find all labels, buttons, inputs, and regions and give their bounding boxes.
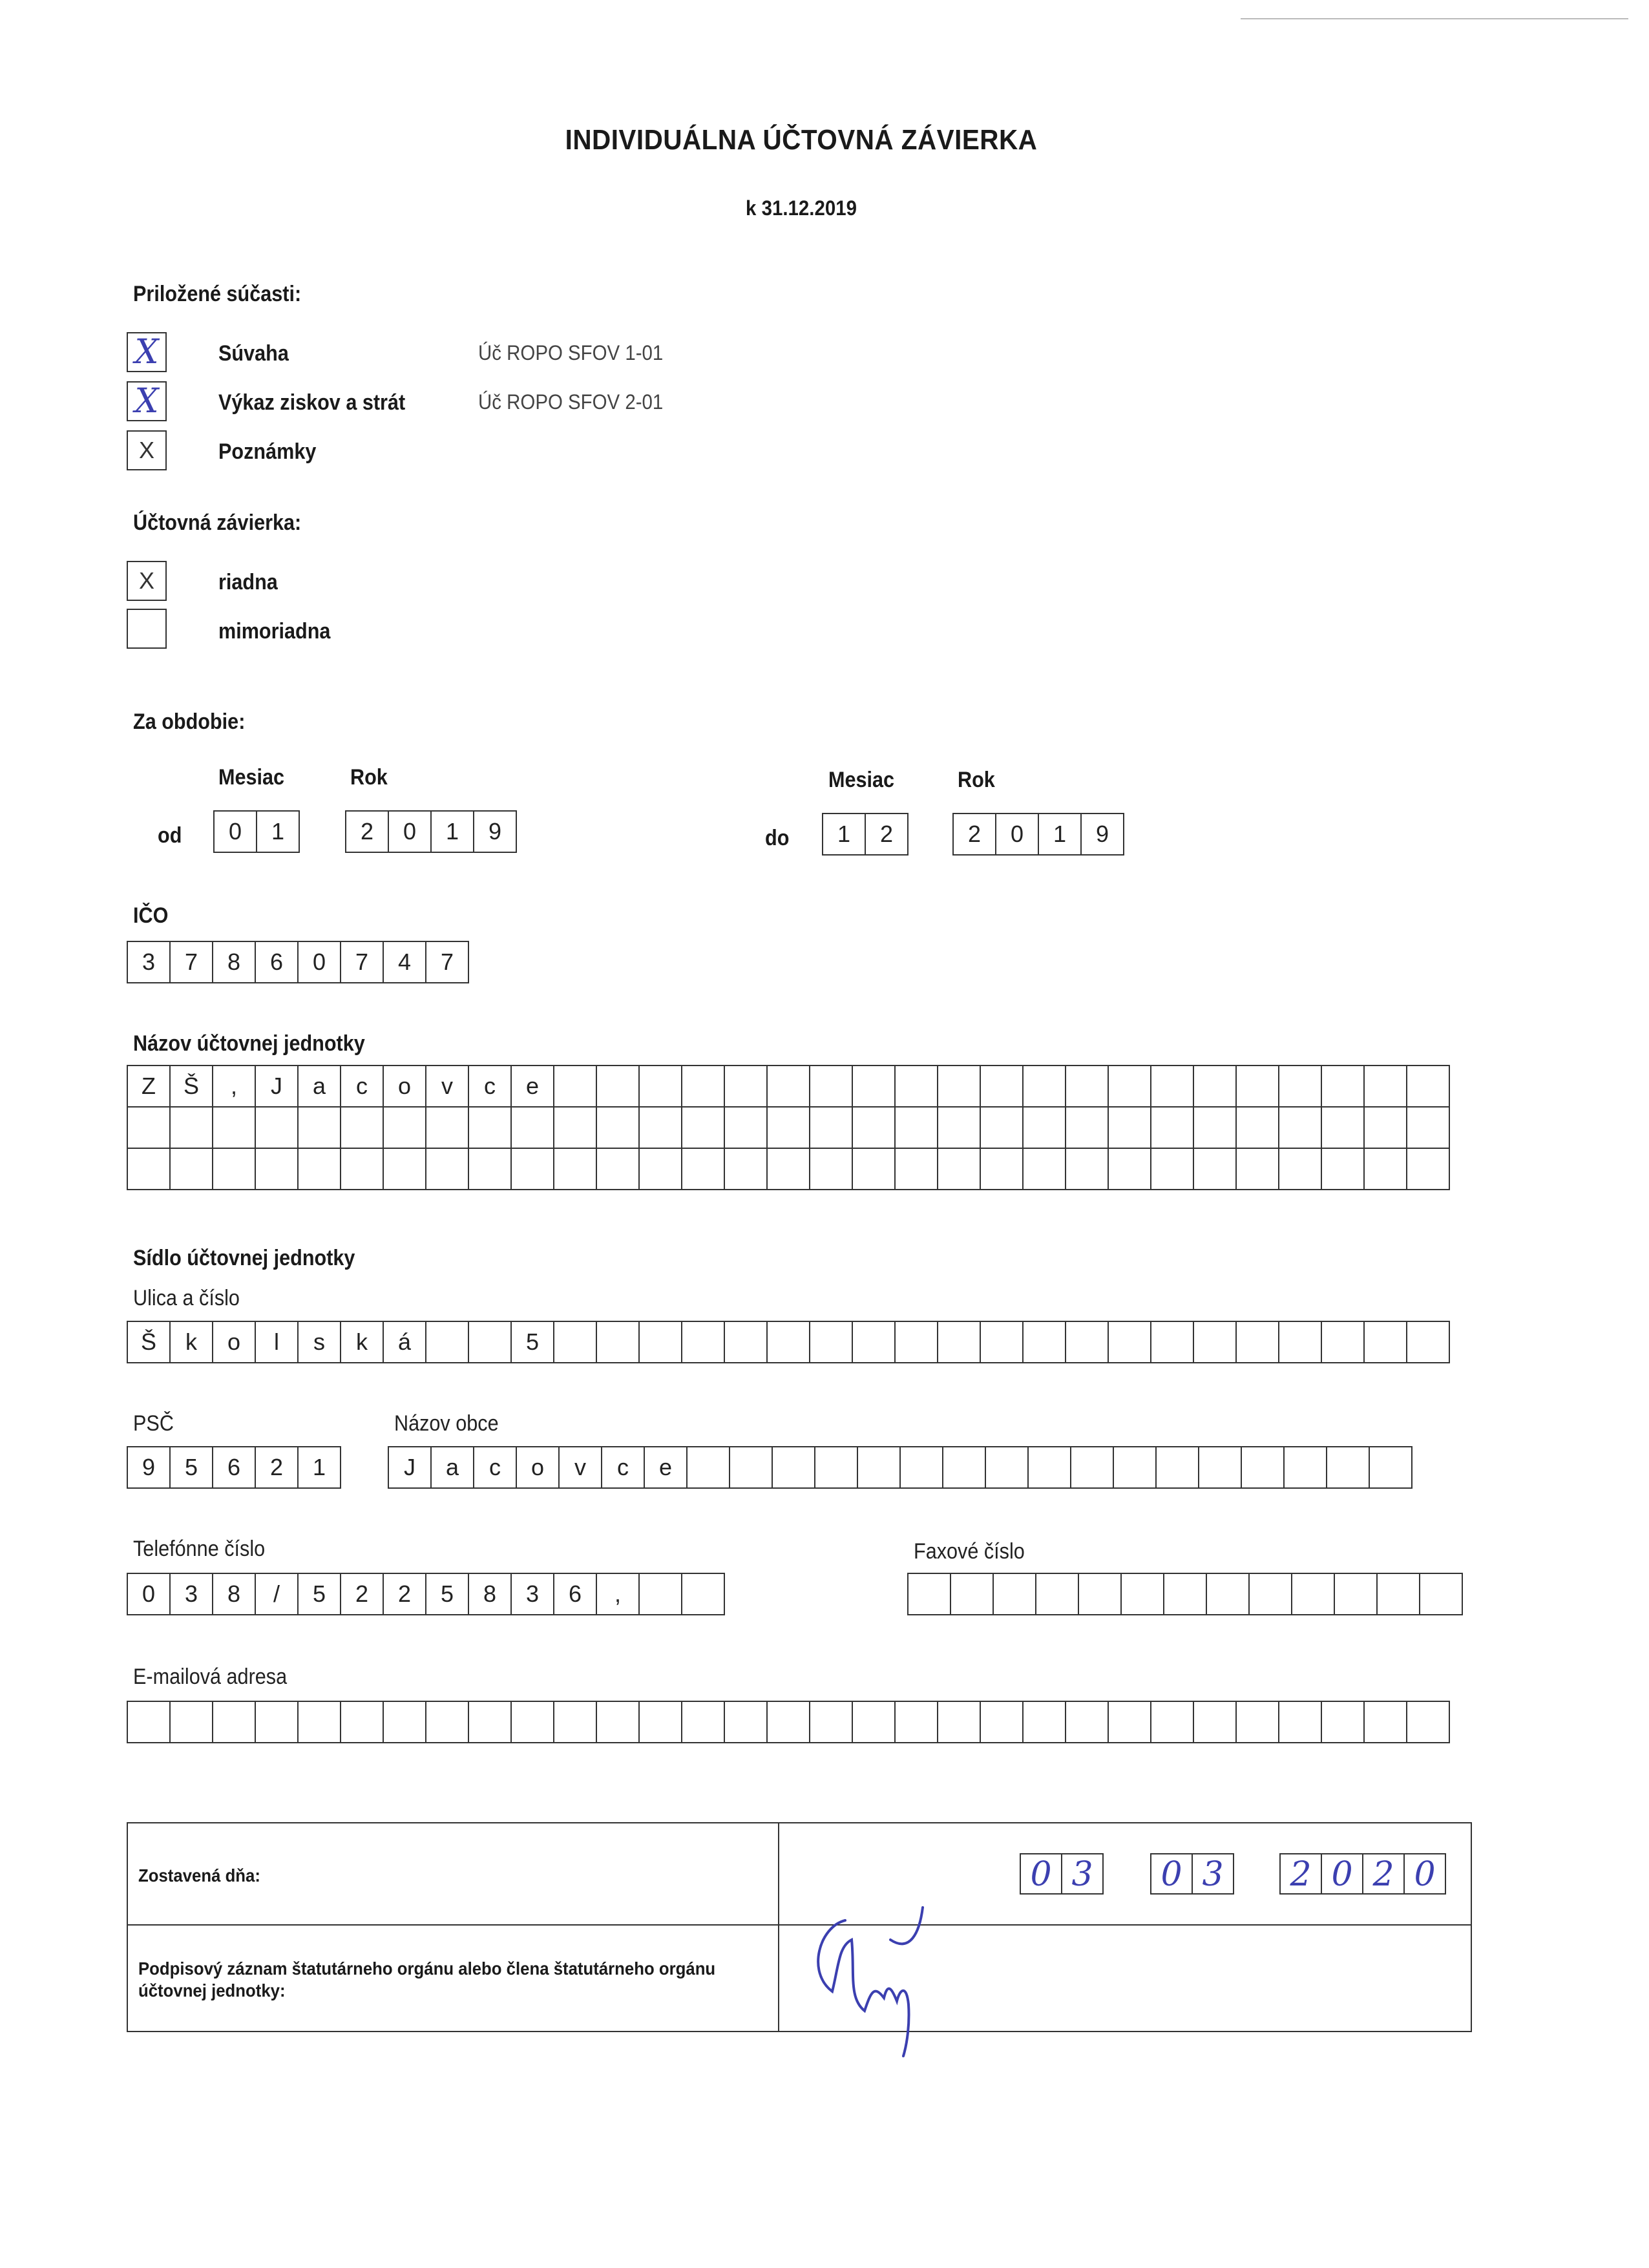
- fax-cell[interactable]: [1250, 1574, 1292, 1615]
- entity-name-cell[interactable]: [1066, 1149, 1109, 1190]
- attachment-checkbox-suvaha[interactable]: X: [127, 332, 167, 372]
- from-year-cell[interactable]: 9: [474, 812, 517, 853]
- entity-name-cell[interactable]: [1237, 1108, 1279, 1149]
- email-cell[interactable]: [213, 1702, 256, 1743]
- ico-cell[interactable]: 7: [341, 942, 384, 983]
- date-month-field[interactable]: [1150, 1853, 1234, 1895]
- entity-name-cell[interactable]: [554, 1066, 597, 1108]
- entity-name-cell[interactable]: c: [469, 1066, 512, 1108]
- fax-cell[interactable]: [1420, 1574, 1463, 1615]
- entity-name-cell[interactable]: [469, 1149, 512, 1190]
- entity-name-cell[interactable]: [1109, 1108, 1151, 1149]
- to-year-cell[interactable]: 9: [1082, 814, 1124, 856]
- psc-cell[interactable]: 2: [256, 1447, 299, 1489]
- to-month-label: Mesiac: [828, 768, 895, 792]
- city-cell[interactable]: [1114, 1447, 1157, 1489]
- city-cell[interactable]: [1029, 1447, 1071, 1489]
- entity-name-cell[interactable]: [554, 1108, 597, 1149]
- street-cell[interactable]: [1109, 1322, 1151, 1363]
- phone-cell[interactable]: 5: [426, 1574, 469, 1615]
- street-cell[interactable]: [1151, 1322, 1194, 1363]
- city-cell[interactable]: [815, 1447, 858, 1489]
- entity-name-cell[interactable]: [1322, 1108, 1365, 1149]
- street-cell[interactable]: [1066, 1322, 1109, 1363]
- fax-cell[interactable]: [1036, 1574, 1079, 1615]
- email-cell[interactable]: [299, 1702, 341, 1743]
- email-cell[interactable]: [938, 1702, 981, 1743]
- street-field[interactable]: [127, 1321, 1450, 1363]
- entity-name-cell[interactable]: [981, 1066, 1024, 1108]
- psc-cell[interactable]: 9: [128, 1447, 171, 1489]
- entity-name-cell[interactable]: [810, 1066, 853, 1108]
- email-cell[interactable]: [768, 1702, 810, 1743]
- email-cell[interactable]: [597, 1702, 640, 1743]
- entity-name-cell[interactable]: [853, 1149, 896, 1190]
- email-cell[interactable]: [1024, 1702, 1066, 1743]
- entity-name-cell[interactable]: [896, 1108, 938, 1149]
- entity-name-cell[interactable]: ,: [213, 1066, 256, 1108]
- entity-name-cell[interactable]: [896, 1149, 938, 1190]
- phone-cell[interactable]: 8: [469, 1574, 512, 1615]
- street-cell[interactable]: [1279, 1322, 1322, 1363]
- date-day-field[interactable]: [1020, 1853, 1104, 1895]
- entity-name-row[interactable]: [127, 1149, 1450, 1190]
- entity-name-cell[interactable]: [1109, 1066, 1151, 1108]
- entity-name-cell[interactable]: [768, 1108, 810, 1149]
- attachment-label-suvaha: Súvaha: [218, 341, 289, 366]
- entity-name-cell[interactable]: [341, 1149, 384, 1190]
- email-cell[interactable]: [1322, 1702, 1365, 1743]
- city-cell[interactable]: [1199, 1447, 1242, 1489]
- fax-cell[interactable]: [951, 1574, 994, 1615]
- email-field[interactable]: [127, 1701, 1450, 1743]
- city-cell[interactable]: [858, 1447, 901, 1489]
- to-month-cell[interactable]: 1: [823, 814, 866, 856]
- entity-name-cell[interactable]: v: [426, 1066, 469, 1108]
- email-cell[interactable]: [1279, 1702, 1322, 1743]
- street-cell[interactable]: [469, 1322, 512, 1363]
- entity-name-cell[interactable]: [597, 1066, 640, 1108]
- email-cell[interactable]: [171, 1702, 213, 1743]
- phone-cell[interactable]: 5: [299, 1574, 341, 1615]
- entity-name-cell[interactable]: [1279, 1108, 1322, 1149]
- phone-cell[interactable]: 0: [128, 1574, 171, 1615]
- entity-name-cell[interactable]: c: [341, 1066, 384, 1108]
- email-cell[interactable]: [896, 1702, 938, 1743]
- attachment-checkbox-poznamky[interactable]: X: [127, 430, 167, 470]
- entity-name-cell[interactable]: [725, 1066, 768, 1108]
- email-cell[interactable]: [426, 1702, 469, 1743]
- entity-name-cell[interactable]: [938, 1108, 981, 1149]
- entity-name-cell[interactable]: [853, 1108, 896, 1149]
- date-year-field[interactable]: [1279, 1853, 1446, 1895]
- email-cell[interactable]: [810, 1702, 853, 1743]
- entity-name-cell[interactable]: [1024, 1108, 1066, 1149]
- city-cell[interactable]: [943, 1447, 986, 1489]
- city-cell[interactable]: [1157, 1447, 1199, 1489]
- street-cell[interactable]: [853, 1322, 896, 1363]
- entity-name-cell[interactable]: [1322, 1066, 1365, 1108]
- date-year-cell[interactable]: 2: [1281, 1854, 1322, 1895]
- phone-field[interactable]: [127, 1573, 725, 1615]
- fax-cell[interactable]: [994, 1574, 1036, 1615]
- to-year-label: Rok: [958, 768, 995, 792]
- entity-name-cell[interactable]: J: [256, 1066, 299, 1108]
- signature-table: [127, 1822, 1472, 2032]
- entity-name-cell[interactable]: [469, 1108, 512, 1149]
- entity-name-cell[interactable]: Z: [128, 1066, 171, 1108]
- city-cell[interactable]: [730, 1447, 773, 1489]
- fax-label: Faxové číslo: [914, 1539, 1025, 1564]
- phone-cell[interactable]: ,: [597, 1574, 640, 1615]
- street-cell[interactable]: [1237, 1322, 1279, 1363]
- ico-cell[interactable]: 3: [128, 942, 171, 983]
- to-year-cell[interactable]: 1: [1039, 814, 1082, 856]
- entity-name-cell[interactable]: [597, 1149, 640, 1190]
- city-cell[interactable]: [1327, 1447, 1370, 1489]
- from-year-label: Rok: [350, 765, 388, 790]
- entity-name-cell[interactable]: [256, 1149, 299, 1190]
- entity-name-cell[interactable]: [981, 1149, 1024, 1190]
- street-cell[interactable]: [981, 1322, 1024, 1363]
- city-field[interactable]: [388, 1446, 1413, 1489]
- entity-name-cell[interactable]: [640, 1066, 682, 1108]
- entity-name-cell[interactable]: [640, 1108, 682, 1149]
- ico-label: IČO: [133, 903, 169, 928]
- entity-name-cell[interactable]: [1279, 1149, 1322, 1190]
- from-month-cell[interactable]: 1: [257, 812, 300, 853]
- entity-name-cell[interactable]: [1279, 1066, 1322, 1108]
- city-cell[interactable]: [773, 1447, 815, 1489]
- entity-name-cell[interactable]: [1151, 1066, 1194, 1108]
- email-cell[interactable]: [725, 1702, 768, 1743]
- entity-name-cell[interactable]: [1365, 1108, 1407, 1149]
- entity-name-cell[interactable]: [1194, 1108, 1237, 1149]
- email-cell[interactable]: [1151, 1702, 1194, 1743]
- email-cell[interactable]: [640, 1702, 682, 1743]
- email-cell[interactable]: [128, 1702, 171, 1743]
- email-cell[interactable]: [1237, 1702, 1279, 1743]
- top-rule: [1241, 18, 1628, 19]
- street-cell[interactable]: [554, 1322, 597, 1363]
- street-cell[interactable]: [768, 1322, 810, 1363]
- attachment-code-suvaha: Úč ROPO SFOV 1-01: [478, 341, 664, 364]
- email-label: E-mailová adresa: [133, 1664, 288, 1689]
- email-cell[interactable]: [1407, 1702, 1450, 1743]
- email-cell[interactable]: [554, 1702, 597, 1743]
- street-cell[interactable]: o: [213, 1322, 256, 1363]
- street-cell[interactable]: [1194, 1322, 1237, 1363]
- city-cell[interactable]: [1370, 1447, 1413, 1489]
- closing-checkbox-riadna[interactable]: X: [127, 561, 167, 601]
- street-cell[interactable]: [810, 1322, 853, 1363]
- entity-name-cell[interactable]: [299, 1149, 341, 1190]
- fax-cell[interactable]: [909, 1574, 951, 1615]
- closing-checkbox-mimoriadna[interactable]: [127, 609, 167, 649]
- entity-name-cell[interactable]: [213, 1149, 256, 1190]
- phone-cell[interactable]: [640, 1574, 682, 1615]
- to-month-field[interactable]: [822, 813, 909, 856]
- phone-cell[interactable]: 8: [213, 1574, 256, 1615]
- email-cell[interactable]: [682, 1702, 725, 1743]
- city-cell[interactable]: [1071, 1447, 1114, 1489]
- date-month-cell[interactable]: 0: [1151, 1854, 1193, 1895]
- date-year-cell[interactable]: 2: [1363, 1854, 1405, 1895]
- from-month-field[interactable]: [213, 810, 300, 853]
- entity-name-cell[interactable]: [299, 1108, 341, 1149]
- phone-cell[interactable]: 2: [384, 1574, 426, 1615]
- email-cell[interactable]: [341, 1702, 384, 1743]
- city-cell[interactable]: [1285, 1447, 1327, 1489]
- attachment-label-vykaz: Výkaz ziskov a strát: [218, 390, 406, 415]
- table-divider: [778, 1823, 779, 2031]
- entity-name-cell[interactable]: [853, 1066, 896, 1108]
- city-cell[interactable]: c: [602, 1447, 645, 1489]
- psc-cell[interactable]: 1: [299, 1447, 341, 1489]
- entity-name-cell[interactable]: [1194, 1066, 1237, 1108]
- ico-cell[interactable]: 7: [426, 942, 469, 983]
- email-cell[interactable]: [981, 1702, 1024, 1743]
- signature-record-label: Podpisový záznam štatutárneho orgánu alebo člena štatutárneho orgánu účtovnej jednotky:: [138, 1958, 716, 2000]
- entity-name-cell[interactable]: [1237, 1149, 1279, 1190]
- fax-cell[interactable]: [1079, 1574, 1122, 1615]
- entity-name-cell[interactable]: [768, 1149, 810, 1190]
- street-cell[interactable]: [1365, 1322, 1407, 1363]
- city-label: Názov obce: [394, 1411, 499, 1436]
- to-year-cell[interactable]: 2: [954, 814, 996, 856]
- fax-cell[interactable]: [1378, 1574, 1420, 1615]
- email-cell[interactable]: [469, 1702, 512, 1743]
- closing-type-label: Účtovná závierka:: [133, 510, 302, 535]
- ico-cell[interactable]: 7: [171, 942, 213, 983]
- entity-name-cell[interactable]: [682, 1108, 725, 1149]
- attachment-checkbox-vykaz[interactable]: X: [127, 381, 167, 421]
- entity-name-cell[interactable]: [384, 1149, 426, 1190]
- psc-field[interactable]: [127, 1446, 341, 1489]
- entity-name-cell[interactable]: Š: [171, 1066, 213, 1108]
- fax-cell[interactable]: [1207, 1574, 1250, 1615]
- street-cell[interactable]: á: [384, 1322, 426, 1363]
- closing-label-mimoriadna: mimoriadna: [218, 619, 331, 644]
- email-cell[interactable]: [1109, 1702, 1151, 1743]
- phone-cell[interactable]: 3: [512, 1574, 554, 1615]
- city-cell[interactable]: c: [474, 1447, 517, 1489]
- entity-name-cell[interactable]: [682, 1149, 725, 1190]
- city-cell[interactable]: [688, 1447, 730, 1489]
- city-cell[interactable]: a: [432, 1447, 474, 1489]
- phone-cell[interactable]: [682, 1574, 725, 1615]
- street-cell[interactable]: [682, 1322, 725, 1363]
- fax-field[interactable]: [907, 1573, 1463, 1615]
- street-cell[interactable]: k: [341, 1322, 384, 1363]
- entity-name-cell[interactable]: [1109, 1149, 1151, 1190]
- entity-name-cell[interactable]: [1194, 1149, 1237, 1190]
- street-cell[interactable]: [1322, 1322, 1365, 1363]
- email-cell[interactable]: [512, 1702, 554, 1743]
- fax-cell[interactable]: [1292, 1574, 1335, 1615]
- date-day-cell[interactable]: 0: [1021, 1854, 1062, 1895]
- entity-name-cell[interactable]: [725, 1149, 768, 1190]
- fax-cell[interactable]: [1335, 1574, 1378, 1615]
- city-cell[interactable]: [1242, 1447, 1285, 1489]
- phone-cell[interactable]: 6: [554, 1574, 597, 1615]
- entity-name-cell[interactable]: o: [384, 1066, 426, 1108]
- city-cell[interactable]: e: [645, 1447, 688, 1489]
- ico-field[interactable]: [127, 941, 469, 983]
- entity-name-cell[interactable]: [896, 1066, 938, 1108]
- date-year-cell[interactable]: 0: [1322, 1854, 1363, 1895]
- entity-name-cell[interactable]: [768, 1066, 810, 1108]
- from-month-cell[interactable]: 0: [215, 812, 257, 853]
- ico-cell[interactable]: 0: [299, 942, 341, 983]
- street-cell[interactable]: l: [256, 1322, 299, 1363]
- entity-name-cell[interactable]: [1151, 1149, 1194, 1190]
- date-month-cell[interactable]: 3: [1193, 1854, 1234, 1895]
- ico-cell[interactable]: 8: [213, 942, 256, 983]
- ico-cell[interactable]: 6: [256, 942, 299, 983]
- entity-name-cell[interactable]: [1407, 1108, 1450, 1149]
- city-cell[interactable]: o: [517, 1447, 560, 1489]
- street-cell[interactable]: [725, 1322, 768, 1363]
- page-title: INDIVIDUÁLNA ÚČTOVNÁ ZÁVIERKA: [565, 124, 1038, 156]
- entity-name-cell[interactable]: [810, 1108, 853, 1149]
- entity-name-cell[interactable]: [384, 1108, 426, 1149]
- phone-cell[interactable]: 2: [341, 1574, 384, 1615]
- phone-label: Telefónne číslo: [133, 1537, 266, 1561]
- to-month-cell[interactable]: 2: [866, 814, 909, 856]
- email-cell[interactable]: [853, 1702, 896, 1743]
- psc-label: PSČ: [133, 1411, 174, 1436]
- fax-cell[interactable]: [1164, 1574, 1207, 1615]
- entity-name-cell[interactable]: [128, 1149, 171, 1190]
- to-year-field[interactable]: [952, 813, 1124, 856]
- from-year-cell[interactable]: 1: [432, 812, 474, 853]
- city-cell[interactable]: J: [389, 1447, 432, 1489]
- street-cell[interactable]: [1407, 1322, 1450, 1363]
- entity-name-cell[interactable]: [938, 1066, 981, 1108]
- street-cell[interactable]: s: [299, 1322, 341, 1363]
- street-label: Ulica a číslo: [133, 1286, 240, 1310]
- entity-name-cell[interactable]: [426, 1149, 469, 1190]
- closing-label-riadna: riadna: [218, 570, 278, 594]
- street-cell[interactable]: [597, 1322, 640, 1363]
- date-day-cell[interactable]: 3: [1062, 1854, 1104, 1895]
- street-cell[interactable]: [640, 1322, 682, 1363]
- phone-cell[interactable]: /: [256, 1574, 299, 1615]
- entity-name-cell[interactable]: [341, 1108, 384, 1149]
- entity-name-cell[interactable]: [682, 1066, 725, 1108]
- email-cell[interactable]: [384, 1702, 426, 1743]
- entity-name-cell[interactable]: [810, 1149, 853, 1190]
- street-cell[interactable]: 5: [512, 1322, 554, 1363]
- entity-name-cell[interactable]: [1407, 1066, 1450, 1108]
- entity-name-label: Názov účtovnej jednotky: [133, 1031, 365, 1056]
- email-cell[interactable]: [1194, 1702, 1237, 1743]
- handwritten-signature: [793, 1895, 961, 2063]
- period-label: Za obdobie:: [133, 709, 246, 734]
- entity-name-row[interactable]: [127, 1108, 1450, 1149]
- from-year-field[interactable]: [345, 810, 517, 853]
- entity-name-cell[interactable]: [1322, 1149, 1365, 1190]
- entity-name-cell[interactable]: [1365, 1149, 1407, 1190]
- email-cell[interactable]: [1066, 1702, 1109, 1743]
- entity-name-cell[interactable]: [171, 1149, 213, 1190]
- entity-name-cell[interactable]: [171, 1108, 213, 1149]
- street-cell[interactable]: k: [171, 1322, 213, 1363]
- from-month-label: Mesiac: [218, 765, 285, 790]
- from-year-cell[interactable]: 0: [389, 812, 432, 853]
- city-cell[interactable]: [901, 1447, 943, 1489]
- fax-cell[interactable]: [1122, 1574, 1164, 1615]
- entity-name-cell[interactable]: [597, 1108, 640, 1149]
- entity-name-cell[interactable]: [256, 1108, 299, 1149]
- entity-name-cell[interactable]: [1365, 1066, 1407, 1108]
- to-year-cell[interactable]: 0: [996, 814, 1039, 856]
- entity-name-cell[interactable]: [213, 1108, 256, 1149]
- entity-name-cell[interactable]: [640, 1149, 682, 1190]
- phone-cell[interactable]: 3: [171, 1574, 213, 1615]
- street-cell[interactable]: [938, 1322, 981, 1363]
- street-cell[interactable]: [426, 1322, 469, 1363]
- email-cell[interactable]: [256, 1702, 299, 1743]
- ico-cell[interactable]: 4: [384, 942, 426, 983]
- to-label: do: [765, 826, 790, 850]
- entity-name-cell[interactable]: [1024, 1066, 1066, 1108]
- city-cell[interactable]: v: [560, 1447, 602, 1489]
- address-label: Sídlo účtovnej jednotky: [133, 1246, 355, 1270]
- entity-name-cell[interactable]: [1066, 1066, 1109, 1108]
- street-cell[interactable]: [896, 1322, 938, 1363]
- entity-name-cell[interactable]: [1237, 1066, 1279, 1108]
- entity-name-cell[interactable]: [981, 1108, 1024, 1149]
- street-cell[interactable]: Š: [128, 1322, 171, 1363]
- psc-cell[interactable]: 5: [171, 1447, 213, 1489]
- page-subtitle: k 31.12.2019: [746, 196, 857, 220]
- date-compiled-label: Zostavená dňa:: [138, 1865, 260, 1885]
- entity-name-cell[interactable]: [1407, 1149, 1450, 1190]
- entity-name-cell[interactable]: [938, 1149, 981, 1190]
- entity-name-cell[interactable]: [1066, 1108, 1109, 1149]
- attachment-code-vykaz: Úč ROPO SFOV 2-01: [478, 390, 664, 414]
- entity-name-cell[interactable]: [426, 1108, 469, 1149]
- attachment-label-poznamky: Poznámky: [218, 439, 317, 464]
- entity-name-cell[interactable]: [512, 1149, 554, 1190]
- entity-name-cell[interactable]: [512, 1108, 554, 1149]
- entity-name-cell[interactable]: a: [299, 1066, 341, 1108]
- entity-name-field[interactable]: [127, 1065, 1450, 1190]
- entity-name-cell[interactable]: [1024, 1149, 1066, 1190]
- attachments-label: Priložené súčasti:: [133, 282, 302, 306]
- entity-name-cell[interactable]: e: [512, 1066, 554, 1108]
- entity-name-row[interactable]: [127, 1065, 1450, 1108]
- entity-name-cell[interactable]: [725, 1108, 768, 1149]
- from-year-cell[interactable]: 2: [346, 812, 389, 853]
- entity-name-cell[interactable]: [1151, 1108, 1194, 1149]
- city-cell[interactable]: [986, 1447, 1029, 1489]
- street-cell[interactable]: [1024, 1322, 1066, 1363]
- entity-name-cell[interactable]: [554, 1149, 597, 1190]
- entity-name-cell[interactable]: [128, 1108, 171, 1149]
- email-cell[interactable]: [1365, 1702, 1407, 1743]
- from-label: od: [158, 823, 182, 848]
- psc-cell[interactable]: 6: [213, 1447, 256, 1489]
- date-year-cell[interactable]: 0: [1405, 1854, 1446, 1895]
